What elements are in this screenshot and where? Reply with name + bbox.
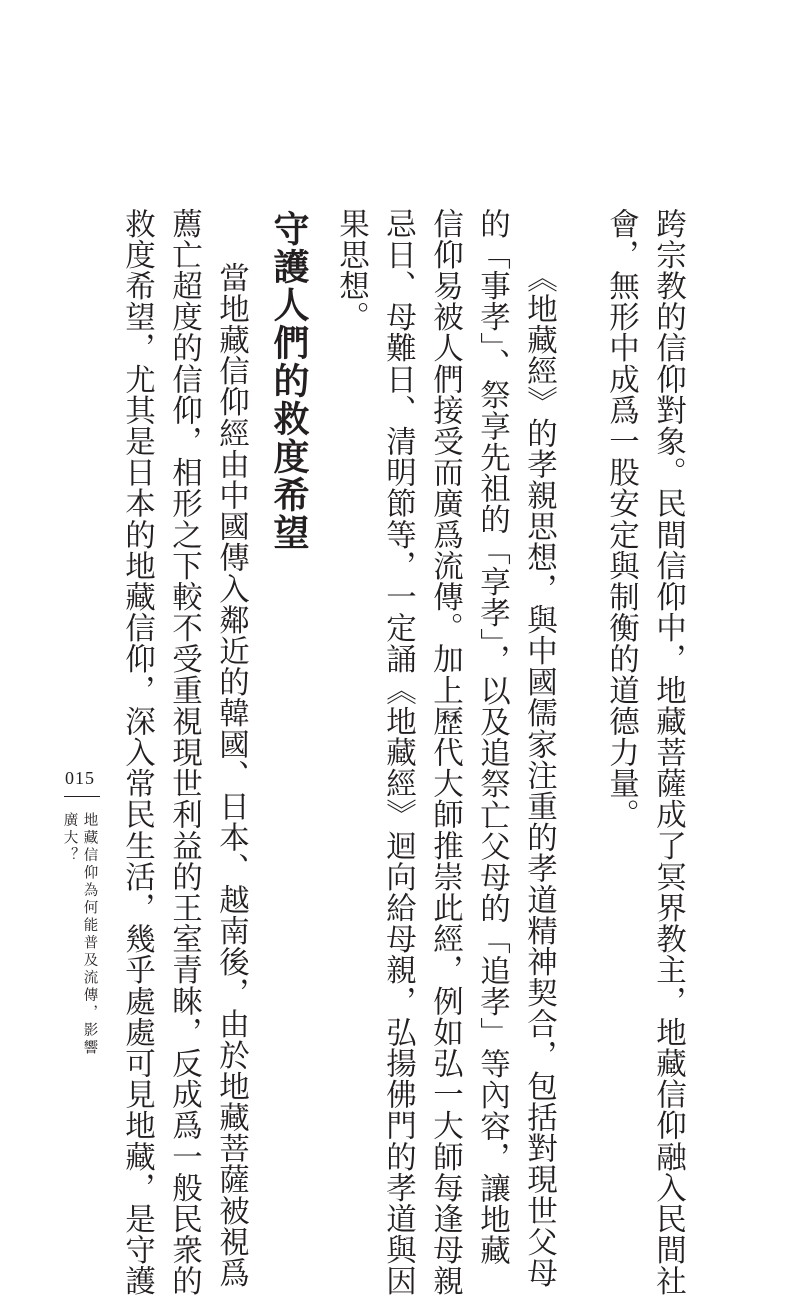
text-column-4: 的「事孝」、祭享先祖的「享孝」，以及追祭亡父母的「追孝」等內容，讓地藏	[474, 208, 510, 1266]
page-number-rule	[64, 796, 100, 797]
text-column-5: 信仰易被人們接受而廣爲流傳。加上歷代大師推崇此經，例如弘一大師每逢母親	[427, 208, 463, 1297]
text-column-2: 會，無形中成爲一股安定與制衡的道德力量。	[603, 208, 639, 830]
page-number: 015	[65, 768, 95, 788]
section-text-column-1: 當地藏信仰經由中國傳入鄰近的韓國、日本、越南後，由於地藏菩薩被視爲	[213, 262, 249, 1289]
text-column-7: 果思想。	[333, 208, 369, 333]
section-text-column-2: 薦亡超度的信仰，相形之下較不受重視現世利益的王室青睞，反成爲一般民衆的	[166, 208, 202, 1297]
text-column-1: 跨宗教的信仰對象。民間信仰中，地藏菩薩成了冥界教主，地藏信仰融入民間社	[650, 208, 686, 1297]
running-title-line-1: 地藏信仰為何能普及流傳，影響	[81, 812, 98, 1057]
text-column-6: 忌日、母難日、清明節等，一定誦《地藏經》迴向給母親，弘揚佛門的孝道與因	[380, 208, 416, 1297]
running-title-line-2: 廣大？	[61, 812, 78, 865]
section-heading: 守護人們的救度希望	[268, 210, 309, 552]
section-text-column-3: 救度希望，尤其是日本的地藏信仰，深入常民生活，幾乎處處可見地藏，是守護	[119, 208, 155, 1297]
text-column-3: 《地藏經》的孝親思想，與中國儒家注重的孝道精神契合，包括對現世父母	[521, 262, 557, 1289]
